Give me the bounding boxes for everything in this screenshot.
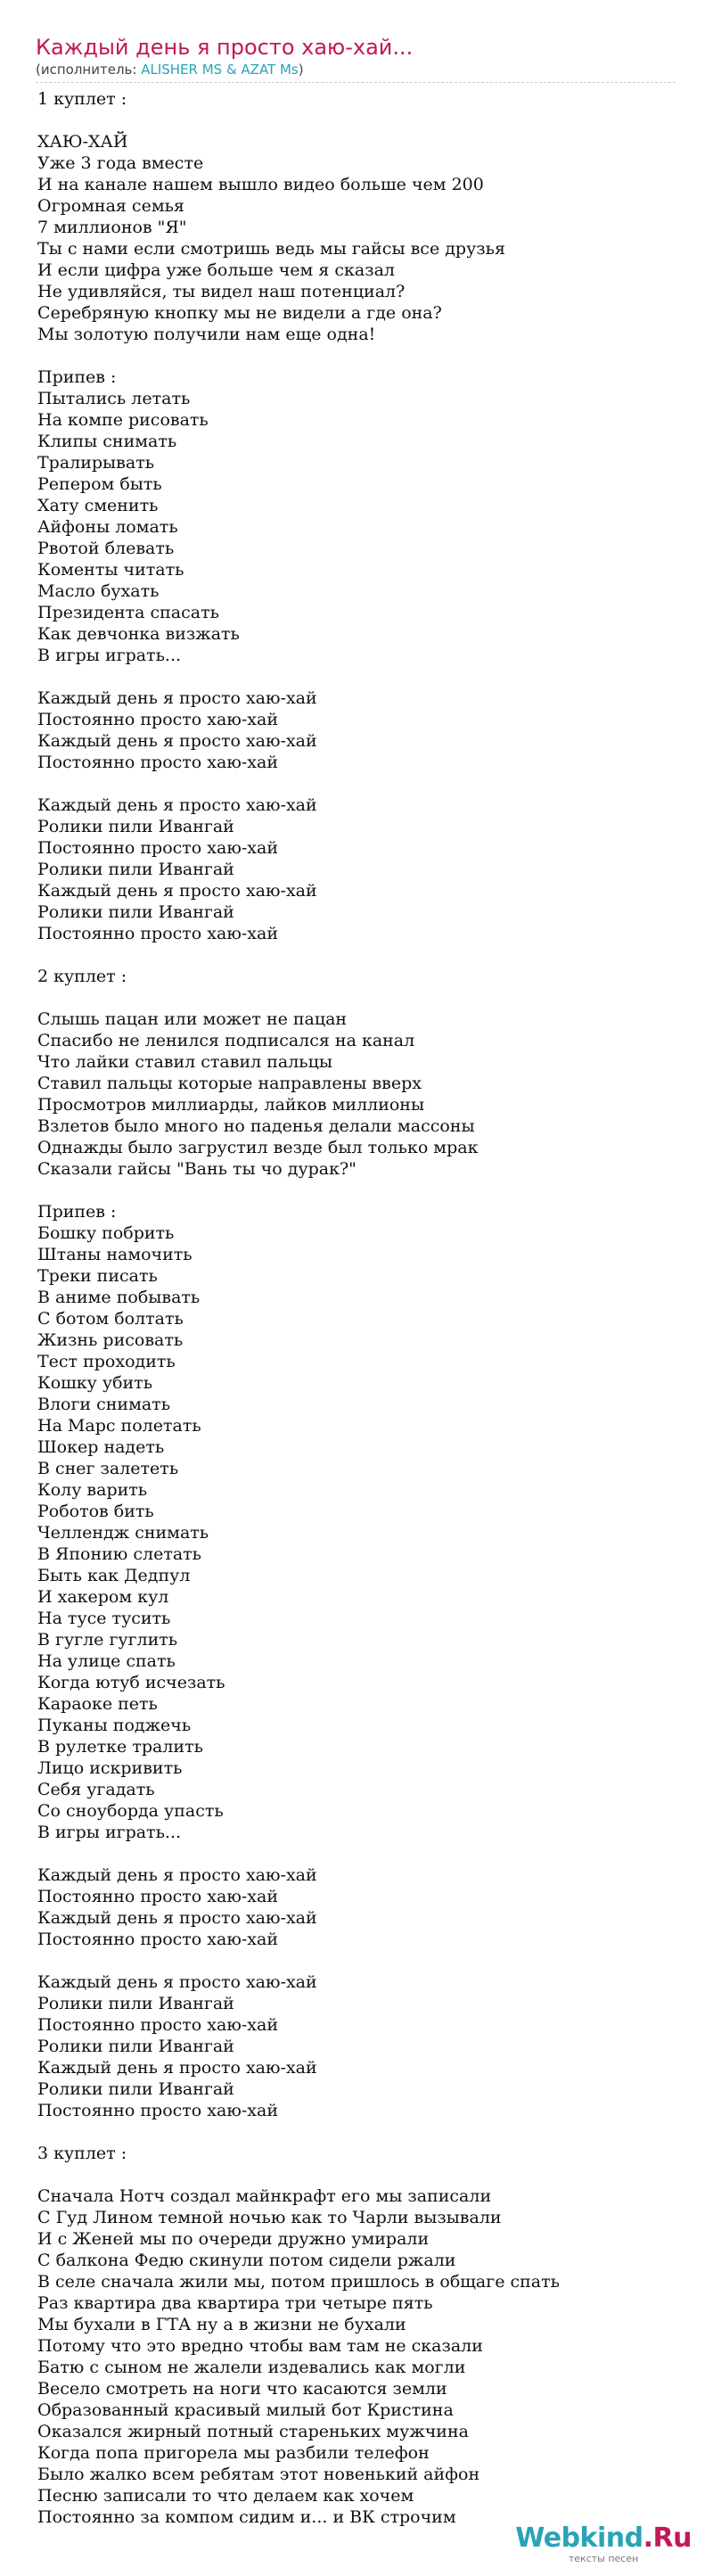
lyric-line: В рулетке тралить <box>37 1737 203 1757</box>
lyric-line: Ролики пили Ивангай <box>37 817 234 836</box>
lyric-line: Постоянно просто хаю-хай <box>37 710 278 729</box>
lyric-line: Было жалко всем ребятам этот новенький айфон <box>37 2465 480 2484</box>
lyric-line <box>37 666 679 687</box>
lyric-line: Постоянно за компом сидим и... и ВК строчим <box>37 2507 456 2527</box>
lyric-line: Со сноуборда упасть <box>37 1801 224 1821</box>
lyric-line: Каждый день я просто хаю-хай <box>37 688 317 708</box>
lyric-line: Потому что это вредно чтобы вам там не сказали <box>37 2336 483 2356</box>
lyric-line: С балкона Федю скинули потом сидели ржали <box>37 2251 456 2270</box>
lyric-line: Хату сменить <box>37 496 159 515</box>
lyric-line: 2 куплет : <box>37 967 127 986</box>
lyric-line: На тусе тусить <box>37 1609 171 1628</box>
lyric-line <box>37 1843 679 1864</box>
lyric-line: И на канале нашем вышло видео больше чем 200 <box>37 175 484 194</box>
performer-prefix: (исполнитель: <box>36 62 142 78</box>
performer-suffix: ) <box>298 62 304 78</box>
lyric-line: Быть как Дедпул <box>37 1566 191 1585</box>
lyric-line: Как девчонка визжать <box>37 624 240 644</box>
lyric-line: На Марс полетать <box>37 1416 201 1436</box>
lyric-line: Ролики пили Ивангай <box>37 2079 234 2099</box>
lyric-line: Постоянно просто хаю-хай <box>37 1887 278 1906</box>
performer-link[interactable]: ALISHER MS & AZAT Ms <box>141 62 299 78</box>
lyric-line: Каждый день я просто хаю-хай <box>37 795 317 815</box>
lyric-line: Шокер надеть <box>37 1437 165 1457</box>
lyric-line: Весело смотреть на ноги что касаются земли <box>37 2379 447 2399</box>
lyric-line: Ролики пили Ивангай <box>37 2037 234 2056</box>
logo-wordmark <box>515 2524 692 2553</box>
lyric-line: Колу варить <box>37 1480 148 1500</box>
lyric-line: Тест проходить <box>37 1352 176 1371</box>
lyric-line: Припев : <box>37 367 117 387</box>
lyric-line: Каждый день я просто хаю-хай <box>37 1908 317 1928</box>
lyric-line: Батю с сыном не жалели издевались как могли <box>37 2358 466 2377</box>
lyric-line: На улице спать <box>37 1651 176 1671</box>
lyric-line: Мы бухали в ГТА ну а в жизни не бухали <box>37 2315 406 2334</box>
lyric-line: Не удивляйся, ты видел наш потенциал? <box>37 282 406 301</box>
lyric-line: Каждый день я просто хаю-хай <box>37 1972 317 1992</box>
lyric-line: Уже 3 года вместе <box>37 153 204 173</box>
lyric-line: В Японию слетать <box>37 1544 202 1564</box>
lyric-line: Ставил пальцы которые направлены вверх <box>37 1074 422 1093</box>
lyric-line: Караоке петь <box>37 1694 158 1714</box>
lyric-line: Сначала Нотч создал майнкрафт его мы записали <box>37 2186 492 2206</box>
lyric-line: Раз квартира два квартира три четыре пять <box>37 2293 433 2313</box>
lyric-line: Президента спасать <box>37 603 219 622</box>
song-header <box>36 34 676 83</box>
lyric-line: И с Женей мы по очереди дружно умирали <box>37 2229 430 2249</box>
lyric-line: Лицо искривить <box>37 1758 183 1778</box>
lyric-line: Пытались летать <box>37 389 191 408</box>
lyric-line: Постоянно просто хаю-хай <box>37 1930 278 1949</box>
lyric-line: Кошку убить <box>37 1373 153 1393</box>
lyric-line: Штаны намочить <box>37 1245 193 1264</box>
lyric-line: В игры играть... <box>37 1823 182 1842</box>
lyric-line: Треки писать <box>37 1266 158 1286</box>
lyric-line: В аниме побывать <box>37 1288 201 1307</box>
lyric-line: Себя угадать <box>37 1780 155 1799</box>
logo-tld: .Ru <box>643 2523 692 2554</box>
lyric-line: Рвотой блевать <box>37 539 175 558</box>
lyric-line: С ботом болтать <box>37 1309 184 1329</box>
lyric-line: Каждый день я просто хаю-хай <box>37 881 317 901</box>
lyric-line: Спасибо не ленился подписался на канал <box>37 1031 415 1050</box>
lyric-line: Постоянно просто хаю-хай <box>37 838 278 858</box>
lyric-line: Мы золотую получили нам еще одна! <box>37 325 376 344</box>
lyric-line: Огромная семья <box>37 196 184 216</box>
lyric-line: Каждый день я просто хаю-хай <box>37 2058 317 2078</box>
lyric-line: Просмотров миллиарды, лайков миллионы <box>37 1095 425 1115</box>
lyric-line: Сказали гайсы "Вань ты чо дурак?" <box>37 1159 356 1179</box>
lyric-line: Постоянно просто хаю-хай <box>37 2101 278 2120</box>
lyric-line: ХАЮ-ХАЙ <box>37 132 128 152</box>
lyric-line: Когда ютуб исчезать <box>37 1673 225 1692</box>
lyric-line: Припев : <box>37 1202 117 1222</box>
lyric-line: Песню записали то что делаем как хочем <box>37 2486 414 2506</box>
lyric-line: Оказался жирный потный стареньких мужчина <box>37 2422 469 2441</box>
lyric-line: Айфоны ломать <box>37 517 178 537</box>
lyric-line: И если цифра уже больше чем я сказал <box>37 260 395 280</box>
lyric-line: Тралирывать <box>37 453 155 473</box>
lyric-line: Влоги снимать <box>37 1395 171 1414</box>
lyric-line <box>37 944 679 966</box>
lyric-line: 3 куплет : <box>37 2144 127 2163</box>
lyric-line: Образованный красивый милый бот Кристина <box>37 2400 454 2420</box>
lyric-line: Пуканы поджечь <box>37 1716 192 1735</box>
lyric-line: Ролики пили Ивангай <box>37 860 234 879</box>
lyrics-body <box>37 88 679 2528</box>
performer-line <box>36 61 676 78</box>
lyric-line: В игры играть... <box>37 646 182 665</box>
lyric-line: Постоянно просто хаю-хай <box>37 2015 278 2035</box>
lyric-line: В селе сначала жили мы, потом пришлось в общаге спать <box>37 2272 560 2292</box>
lyric-line <box>37 987 679 1008</box>
lyric-line: 1 куплет : <box>37 89 127 109</box>
lyric-line <box>37 345 679 366</box>
site-logo[interactable] <box>515 2524 692 2565</box>
lyric-line: Ролики пили Ивангай <box>37 902 234 922</box>
lyric-line: Жизнь рисовать <box>37 1330 184 1350</box>
lyric-line: Серебряную кнопку мы не видели а где она? <box>37 303 442 323</box>
lyric-line: Взлетов было много но паденья делали массоны <box>37 1116 475 1136</box>
lyric-line: Когда попа пригорела мы разбили телефон <box>37 2443 430 2463</box>
lyric-line: Постоянно просто хаю-хай <box>37 753 278 772</box>
logo-tagline: тексты песен <box>568 2553 639 2564</box>
lyric-line: На компе рисовать <box>37 410 209 430</box>
lyric-line <box>37 773 679 794</box>
lyric-line: Коменты читать <box>37 560 184 580</box>
lyric-line: Что лайки ставил ставил пальцы <box>37 1052 332 1072</box>
lyric-line: 7 миллионов "Я" <box>37 218 187 237</box>
lyric-line <box>37 2121 679 2143</box>
lyric-line: Роботов бить <box>37 1502 154 1521</box>
lyric-line: Ты с нами если смотришь ведь мы гайсы все друзья <box>37 239 505 259</box>
song-title: Каждый день я просто хаю-хай... <box>36 35 414 60</box>
lyric-line: Бошку побрить <box>37 1223 175 1243</box>
lyric-line: Клипы снимать <box>37 432 177 451</box>
lyric-line: И хакером кул <box>37 1587 169 1607</box>
lyric-line: Челлендж снимать <box>37 1523 209 1543</box>
lyric-line: Каждый день я просто хаю-хай <box>37 731 317 751</box>
lyric-line: Ролики пили Ивангай <box>37 1994 234 2013</box>
lyric-line: В снег залететь <box>37 1459 179 1478</box>
lyric-line: В гугле гуглить <box>37 1630 178 1650</box>
lyric-line: Репером быть <box>37 474 162 494</box>
lyric-line: Однажды было загрустил везде был только мрак <box>37 1138 479 1157</box>
lyric-line <box>37 2164 679 2185</box>
logo-brand: Webkind <box>515 2523 643 2554</box>
lyric-line <box>37 110 679 131</box>
lyric-line: Постоянно просто хаю-хай <box>37 924 278 943</box>
lyric-line: Масло бухать <box>37 581 160 601</box>
lyric-line: Каждый день я просто хаю-хай <box>37 1865 317 1885</box>
lyric-line: Слышь пацан или может не пацан <box>37 1009 348 1029</box>
lyric-line: С Гуд Лином темной ночью как то Чарли вызывали <box>37 2208 502 2227</box>
lyric-line <box>37 1950 679 1971</box>
lyric-line <box>37 1180 679 1201</box>
